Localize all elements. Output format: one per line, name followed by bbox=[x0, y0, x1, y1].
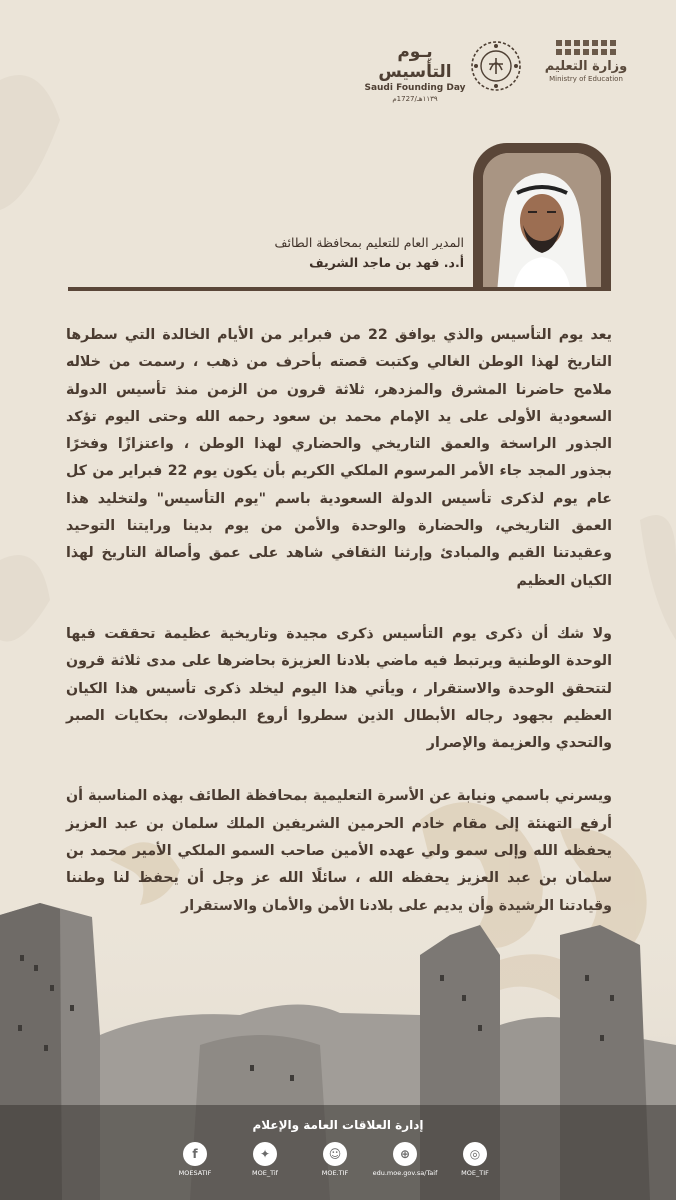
moe-logo bbox=[536, 40, 636, 100]
social-label: MOE.TIF bbox=[321, 1169, 349, 1177]
director-name: أ.د. فهد بن ماجد الشريف bbox=[309, 255, 464, 270]
moe-name-en: Ministry of Education bbox=[549, 75, 623, 83]
snapchat-icon: ☺ bbox=[323, 1142, 347, 1166]
letter-body bbox=[66, 322, 612, 946]
social-snapchat[interactable] bbox=[300, 1142, 370, 1177]
director-title: المدير العام للتعليم بمحافظة الطائف bbox=[274, 235, 464, 250]
director-photo-frame bbox=[473, 143, 611, 290]
founding-day-emblem-icon bbox=[470, 40, 522, 92]
social-label: edu.moe.gov.sa/Taif bbox=[372, 1169, 438, 1177]
social-label: MOESATIF bbox=[178, 1169, 212, 1177]
social-label: MOE_Tif bbox=[252, 1169, 278, 1177]
paragraph-2: ولا شك أن ذكرى يوم التأسيس ذكرى مجيدة وتاريخية عظيمة تحققت فيها الوحدة الوطنية ويرتبط فيه ماضي بلادنا العزيزة بحاضرها على مدى ثلاثة قرون لتتحقق الوحدة والاستقرار ، ويأتي هذا اليوم ليخلد ذكرى تأسيس هذا الكيان العظيم بجهود رجاله الأبطال الذين سطروا أروع البطولات، بحكايات الصبر والتحدي والعزيمة والإصرار bbox=[66, 625, 612, 752]
paragraph-3: ويسرني باسمي ونيابة عن الأسرة التعليمية بمحافظة الطائف بهذه المناسبة أن أرفع التهنئة إلى مقام خادم الحرمين الشريفين الملك سلمان بن عبد العزيز يحفظه الله وإلى سمو ولي عهده الأمين صاحب السمو الملكي الأمير محمد بن سلمان بن عبد العزيز يحفظه الله ، سائلًا الله عز وجل أن يحفظ لنا وطننا bbox=[66, 788, 612, 887]
camera-icon: ◎ bbox=[463, 1142, 487, 1166]
founding-day-en: Saudi Founding Day bbox=[364, 83, 466, 93]
director-photo bbox=[483, 153, 601, 290]
social-facebook[interactable] bbox=[160, 1142, 230, 1177]
portrait-icon bbox=[483, 153, 601, 290]
globe-icon: ⊕ bbox=[393, 1142, 417, 1166]
paragraph-1: يعد يوم التأسيس والذي يوافق 22 من فبراير من الأيام الخالدة التي سطرها التاريخ لهذا الوطن الغالي وكتبت قصته بأحرف من ذهب ، رسمت من خلاله ملامح حاضرنا المشرق والمزدهر، ثلاثة قرون من الزمن منذ تأسيس الدولة السعودية الأولى على يد الإمام محمد بن سعود رحمه الله وحتى اليوم تؤكد الجذور الراسخة والعمق التاريخي والحضاري لهذا الوطن ، واعتزازًا وفخرًا بجذور المجد جاء الأمر المرسوم الملكي الكريم بأن يكون يوم 22 فبراير من كل عام يوم لذكرى تأسيس الدولة السعودية باسم "يوم التأسيس" ولتخليد هذا العمق التاريخي، والحضارة والوحدة والأمن من يوم بدينا ورايتنا التوحيد وعقيدتنا القيم والمبادئ وإرثنا الثقافي شاهد على عمق وأصالة التاريخ لهذا الكيان العظيم bbox=[66, 327, 612, 589]
social-twitter[interactable] bbox=[230, 1142, 300, 1177]
moe-dots-icon bbox=[536, 40, 636, 55]
social-website[interactable] bbox=[370, 1142, 440, 1177]
social-label: MOE_TIF bbox=[461, 1169, 489, 1177]
founding-day-logo bbox=[360, 42, 470, 104]
twitter-icon: ✦ bbox=[253, 1142, 277, 1166]
social-instagram[interactable] bbox=[440, 1142, 510, 1177]
founding-day-year: ١١٣٩هـ/1727م bbox=[392, 95, 438, 103]
moe-name-ar: وزارة التعليم bbox=[544, 59, 628, 74]
social-links bbox=[160, 1142, 520, 1192]
founding-day-ar: يـوم التأسيس bbox=[378, 42, 452, 82]
department-name: إدارة العلاقات العامة والإعلام bbox=[252, 1118, 424, 1132]
director-divider bbox=[68, 287, 611, 291]
facebook-icon: f bbox=[183, 1142, 207, 1166]
